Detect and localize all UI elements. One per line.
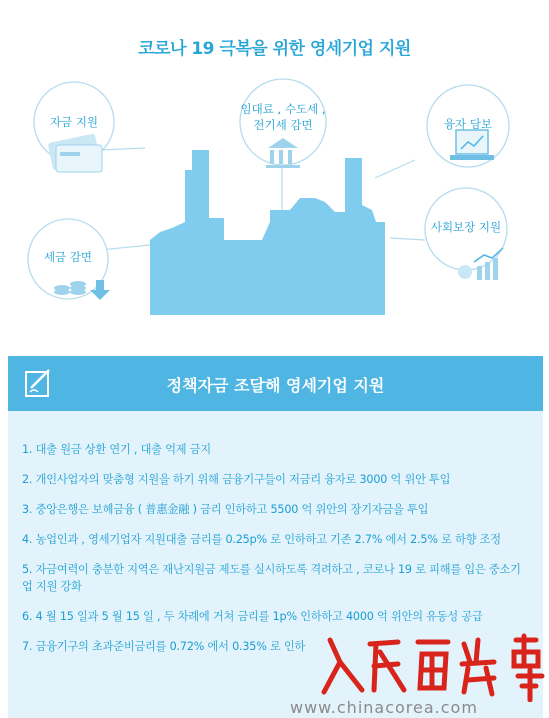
- bubble-fund-label: 자금 지원: [49, 115, 99, 129]
- list-item: 1. 대출 원금 상환 연기 , 대출 억제 금지: [22, 443, 211, 456]
- list-item: 4. 농업인과 , 영세기업자 지원대출 금리를 0.25p% 로 인하하고 기존 2.7% 에서 2.5% 로 하향 조정: [22, 533, 501, 546]
- list-item: 2. 개인사업자의 맞춤형 지원을 하기 위해 금융기구들이 저금리 융자로 3000 억 위안 투입: [22, 473, 451, 486]
- bubble-social-label: 사회보장 지원: [430, 220, 502, 234]
- panel-header: [8, 356, 543, 411]
- bubble-loan-label: 융자 담보: [443, 117, 493, 131]
- factory-silhouette: [150, 150, 385, 315]
- bubble-rent-label: 임대료 , 수도세 ,: [240, 102, 326, 116]
- page-title: 코로나 19 극복을 위한 영세기업 지원: [138, 39, 411, 59]
- bubble-tax-label: 세금 감면: [43, 250, 93, 264]
- list-item: 6. 4 월 15 일과 5 월 15 일 , 두 차례에 거쳐 금리를 1p% 인하하고 4000 억 위안의 유동성 공급: [22, 610, 483, 623]
- bubble-rent-label-2: 전기세 감면: [253, 118, 313, 132]
- watermark-url: www.chinacorea.com: [290, 698, 478, 717]
- list-item: 7. 금융기구의 초과준비금리를 0.72% 에서 0.35% 로 인하: [22, 640, 306, 653]
- watermark-logo: [318, 632, 549, 702]
- list-item: 5. 자금여력이 충분한 지역은 재난지원금 제도를 실시하도록 격려하고 , 코로나 19 로 피해를 입은 중소기업 지원 강화: [22, 563, 521, 593]
- list-item: 3. 중앙은행은 보혜금융 ( 普惠金融 ) 금리 인하하고 5500 억 위안의 장기자금을 투입: [22, 503, 429, 516]
- factory-illustration: [0, 0, 549, 345]
- laptop-chart-icon: [450, 130, 494, 160]
- panel-title: 정책자금 조달해 영세기업 지원: [166, 376, 385, 395]
